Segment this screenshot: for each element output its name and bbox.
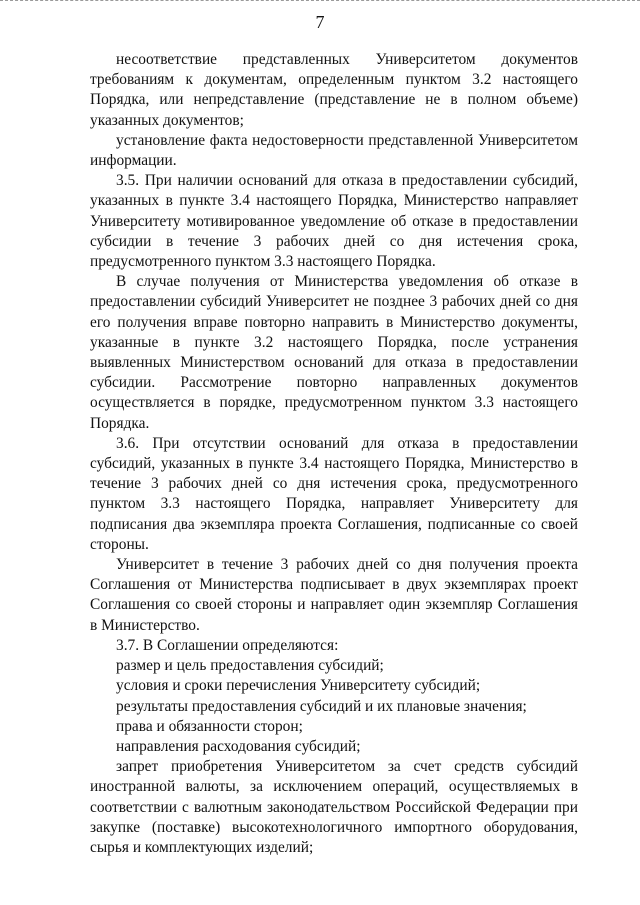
- page-top-border: [0, 0, 640, 3]
- list-item-conditions-terms: условия и сроки перечисления Университету субсидий;: [116, 677, 481, 695]
- list-item-rights-obligations: права и обязанности сторон;: [116, 717, 303, 735]
- document-body: [90, 50, 578, 858]
- paragraph-3-5: 3.5. При наличии оснований для отказа в предоставлении субсидий, указанных в пункте 3.4 настоящего Порядка, Министерство направляет Университету мотивированное уведомление об отказе в предоставлении субсидии в течение 3 рабочих дней со дня истечения срока, предусмотренного пунктом 3.3 настоящего Порядка.: [90, 172, 578, 271]
- paragraph-3-7: 3.7. В Соглашении определяются:: [116, 636, 339, 654]
- list-item-amount-purpose: размер и цель предоставления субсидий;: [116, 657, 384, 675]
- paragraph-refusal-resubmission: В случае получения от Министерства уведомления об отказе в предоставлении субсидий Университет не позднее 3 рабочих дней со дня его получения вправе повторно направить в Министерство документы, указанные в пункте 3.2 настоящего Порядка, после устранения выявленных Министерством оснований для отказа в предоставлении субсидии. Рассмотрение повторно направленных документов осуществляется в порядке, предусмотренном пунктом 3.3 настоящего Порядка.: [90, 273, 578, 432]
- paragraph-nonconformity: несоответствие представленных Университетом документов требованиям к документам, определенным пунктом 3.2 настоящего Порядка, или непредставление (представление не в полном объеме) указанных документов;: [90, 51, 578, 129]
- list-item-currency-prohibition: запрет приобретения Университетом за счет средств субсидий иностранной валюты, за исключением операций, осуществляемых в соответствии с валютным законодательством Российской Федерации при закупке (поставке) высокотехнологичного импортного оборудования, сырья и комплектующих изделий;: [90, 758, 578, 856]
- paragraph-3-6: 3.6. При отсутствии оснований для отказа в предоставлении субсидий, указанных в пункте 3.4 настоящего Порядка, Министерство в течение 3 рабочих дней со дня истечения срока, предусмотренного пунктом 3.3 настоящего Порядка, направляет Университету для подписания два экземпляра проекта Соглашения, подписанные со своей стороны.: [90, 434, 578, 553]
- list-item-spending-directions: направления расходования субсидий;: [116, 737, 361, 755]
- paragraph-false-info: установление факта недостоверности представленной Университетом информации.: [90, 131, 578, 170]
- page-number: 7: [315, 12, 325, 32]
- list-item-results: результаты предоставления субсидий и их плановые значения;: [116, 697, 527, 715]
- paragraph-university-signing: Университет в течение 3 рабочих дней со дня получения проекта Соглашения от Министерства подписывает в двух экземплярах проект Соглашения со своей стороны и направляет один экземпляр Соглашения в Министерство.: [90, 556, 578, 634]
